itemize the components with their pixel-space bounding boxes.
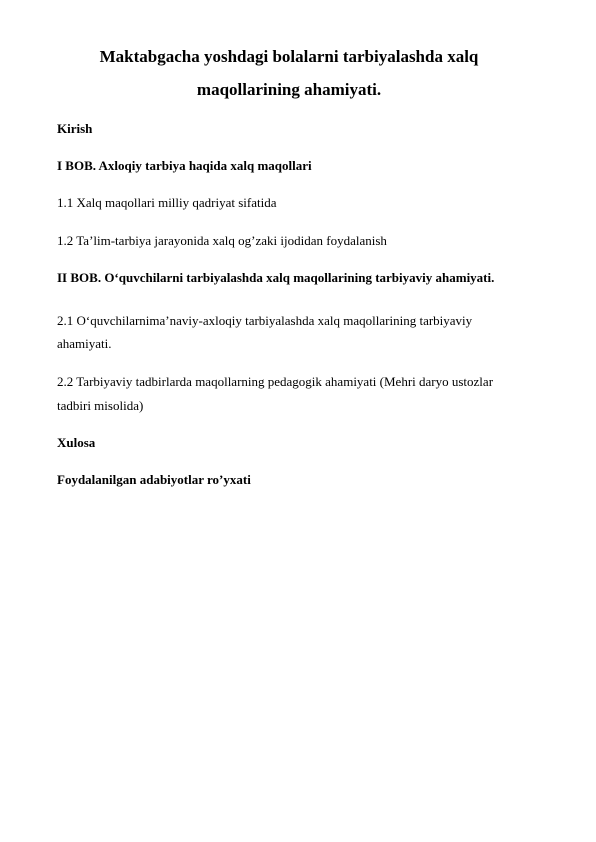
toc-item-references: Foydalanilgan adabiyotlar ro’yxati bbox=[57, 472, 251, 487]
toc-item-xulosa: Xulosa bbox=[57, 435, 96, 450]
document-title-line-2: maqollarining ahamiyati. bbox=[196, 80, 382, 99]
toc-item-section-2-1-line-2: ahamiyati. bbox=[57, 336, 112, 351]
toc-item-section-1-2: 1.2 Ta’lim-tarbiya jarayonida xalq og’zaki ijodidan foydalanish bbox=[57, 233, 387, 248]
toc-item-section-2-1-line-1: 2.1 O‘quvchilarnima’naviy-axloqiy tarbiyalashda xalq maqollarining tarbiyaviy bbox=[57, 313, 473, 328]
document-title-line-1: Maktabgacha yoshdagi bolalarni tarbiyalashda xalq bbox=[99, 47, 479, 66]
toc-item-section-1-1: 1.1 Xalq maqollari milliy qadriyat sifatida bbox=[57, 195, 277, 210]
toc-item-chapter-2: II BOB. O‘quvchilarni tarbiyalashda xalq maqollarining tarbiyaviy ahamiyati. bbox=[57, 270, 495, 285]
toc-item-section-2-2-line-2: tadbiri misolida) bbox=[57, 398, 144, 413]
toc-item-section-2-2-line-1: 2.2 Tarbiyaviy tadbirlarda maqollarning pedagogik ahamiyati (Mehri daryo ustozlar bbox=[57, 374, 494, 389]
toc-item-chapter-1: I BOB. Axloqiy tarbiya haqida xalq maqollari bbox=[57, 158, 312, 173]
toc-item-kirish: Kirish bbox=[57, 121, 93, 136]
